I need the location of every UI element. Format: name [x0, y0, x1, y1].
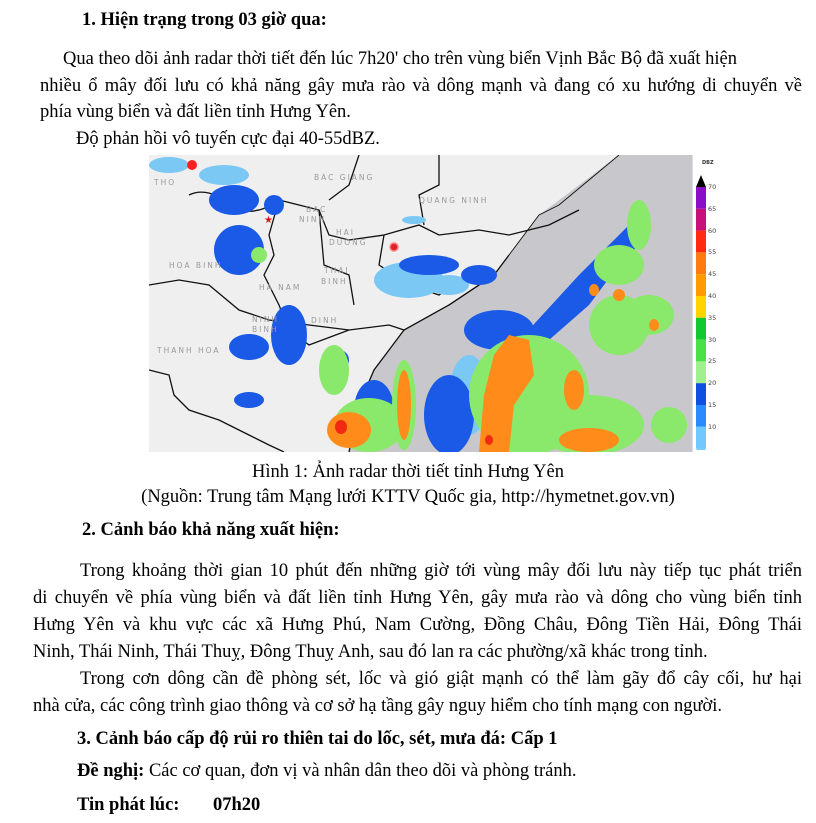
legend-color-segment — [696, 318, 706, 340]
legend-color-segment — [696, 231, 706, 253]
section-3-heading: 3. Cảnh báo cấp độ rủi ro thiên tai do lốc, sét, mưa đá: Cấp 1 — [77, 729, 558, 749]
section-2-para-line: di chuyển về phía vùng biển và đất liền tỉnh Hưng Yên, gây mưa rào và dông cho vùng biển tỉnh — [33, 588, 802, 608]
section-2-heading: 2. Cảnh báo khả năng xuất hiện: — [82, 520, 340, 540]
map-label: THAI — [324, 266, 350, 275]
legend-color-segment — [696, 361, 706, 383]
legend-color-segment — [696, 274, 706, 296]
map-label: BAC GIANG — [314, 173, 375, 182]
figure-source: (Nguồn: Trung tâm Mạng lưới KTTV Quốc gia, http://hymetnet.gov.vn) — [141, 487, 675, 507]
legend-color-segment — [696, 209, 706, 231]
dbz-legend — [692, 155, 726, 452]
map-label: BINH — [252, 325, 279, 334]
capital-star-icon: ★ — [264, 215, 273, 226]
legend-tick-label: 15 — [708, 401, 717, 409]
section-1-para-line: Qua theo dõi ảnh radar thời tiết đến lúc 7h20' cho trên vùng biển Vịnh Bắc Bộ đã xuất hiện — [63, 49, 737, 69]
legend-tick-label: 55 — [708, 248, 717, 257]
map-label: DUONG — [329, 238, 368, 247]
legend-color-segment — [696, 340, 706, 362]
legend-tick-label: 30 — [708, 335, 717, 344]
map-label: DINH — [311, 316, 339, 325]
radar-image — [149, 155, 726, 452]
section-2-para-line: Ninh, Thái Ninh, Thái Thuỵ, Đông Thuỵ Anh, sau đó lan ra các phường/xã khác trong tỉnh. — [33, 642, 708, 662]
issued-label: Tin phát lúc: — [77, 795, 180, 815]
legend-color-segment — [696, 383, 706, 405]
radar-station-marker — [390, 243, 398, 251]
recommendation — [77, 758, 576, 785]
figure-caption: Hình 1: Ảnh radar thời tiết tỉnh Hưng Yên — [252, 462, 564, 482]
section-2-para-line: Trong khoảng thời gian 10 phút đến những giờ tới vùng mây đối lưu này tiếp tục phát triển — [80, 561, 802, 581]
section-2-para-line: nhà cửa, các công trình giao thông và cơ sở hạ tầng gây nguy hiểm cho tính mạng con người. — [33, 696, 723, 716]
legend-color-segment — [696, 405, 706, 427]
section-1-para-line: nhiều ổ mây đối lưu có khả năng gây mưa rào và dông mạnh và đang có xu hướng di chuyển về — [40, 76, 802, 96]
issued-time: 07h20 — [213, 795, 261, 815]
legend-color-segment — [696, 187, 706, 209]
map-label: THANH HOA — [157, 346, 221, 355]
reflectivity-text: Độ phản hồi vô tuyến cực đại 40-55dBZ. — [76, 129, 380, 149]
legend-tick-label: 35 — [708, 313, 717, 322]
map-label: NINH — [299, 215, 327, 224]
legend-tick-label: 25 — [708, 357, 717, 366]
legend-tick-label: 65 — [708, 204, 717, 213]
map-label: QUANG NINH — [419, 196, 489, 205]
map-label: THO — [154, 178, 177, 187]
legend-color-segment — [696, 296, 706, 318]
map-label: HOA BINH — [169, 261, 223, 270]
section-2-para-line: Hưng Yên và khu vực các xã Hưng Phú, Nam Cường, Đồng Châu, Đông Tiền Hải, Đông Thái — [33, 615, 802, 635]
legend-tick-label: 45 — [708, 270, 717, 279]
map-label: NINH — [252, 315, 280, 324]
map-label: HA NAM — [259, 283, 302, 292]
legend-tick-label: 20 — [708, 379, 717, 388]
legend-top-arrow — [696, 175, 706, 187]
legend-title: DBZ — [702, 160, 714, 166]
legend-bottom-arrow — [696, 449, 706, 450]
legend-tick-label: 60 — [708, 226, 717, 235]
legend-color-segment — [696, 252, 706, 274]
legend-tick-label: 10 — [708, 422, 717, 431]
legend-tick-label: 40 — [708, 292, 717, 300]
legend-color-bar — [696, 175, 706, 450]
recommendation-label: Đề nghị: — [77, 761, 145, 781]
radar-station-marker — [187, 160, 197, 170]
map-label: HAI — [336, 228, 355, 237]
recommendation-text: Các cơ quan, đơn vị và nhân dân theo dõi và phòng tránh. — [144, 761, 577, 781]
section-2-para-line: Trong cơn dông cần đề phòng sét, lốc và gió giật mạnh có thể làm gãy đổ cây cối, hư hại — [80, 669, 802, 689]
radar-map — [149, 155, 692, 452]
section-1-para-line: phía vùng biển và đất liền tỉnh Hưng Yên. — [40, 102, 351, 122]
map-label: BAC — [306, 205, 328, 214]
map-label: BINH — [321, 277, 348, 286]
legend-color-segment — [696, 427, 706, 449]
section-1-heading: 1. Hiện trạng trong 03 giờ qua: — [82, 10, 327, 30]
legend-tick-label: 70 — [708, 183, 717, 191]
